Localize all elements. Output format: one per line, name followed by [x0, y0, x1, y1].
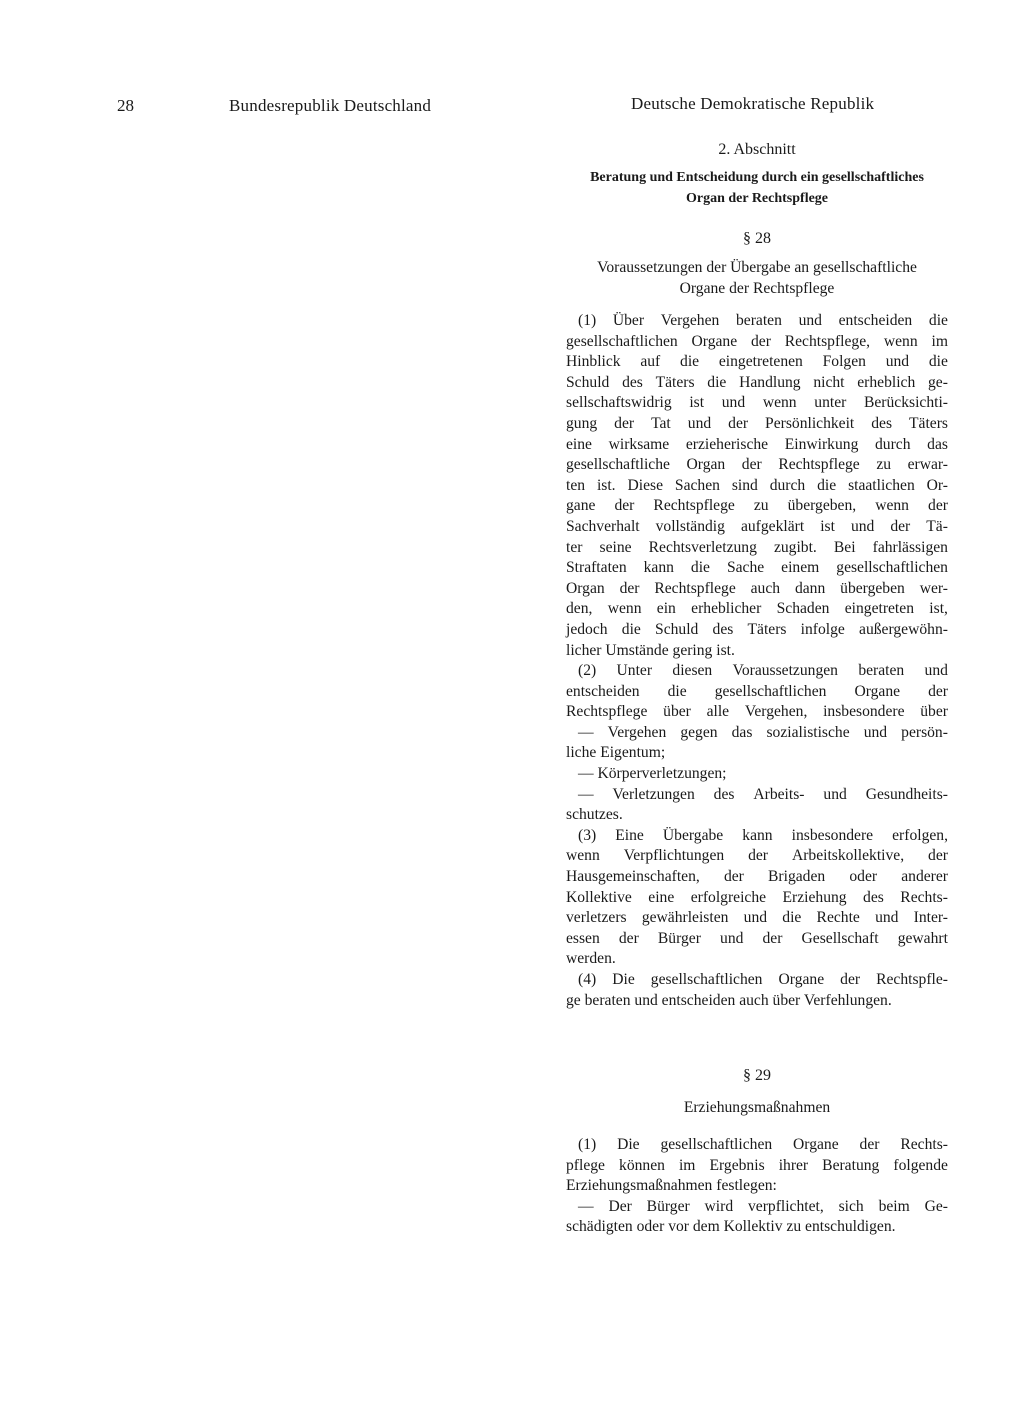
section-heading-line-1: Beratung und Entscheidung durch ein gesellschaftliches	[590, 170, 924, 185]
paragraph-29-number: § 29	[743, 1067, 771, 1084]
text-line: — Verletzungen des Arbeits- und Gesundheits-	[578, 785, 948, 803]
text-line: — Körperverletzungen;	[578, 765, 727, 783]
text-line: gung der Tat und der Persönlichkeit des Täters	[566, 414, 948, 432]
text-line: (1) Über Vergehen beraten und entscheiden die	[578, 312, 948, 329]
text-line: essen der Bürger und der Gesellschaft gewahrt	[566, 929, 948, 947]
running-header-left: Bundesrepublik Deutschland	[229, 96, 432, 115]
running-header-right: Deutsche Demokratische Republik	[631, 94, 875, 113]
text-line: Hausgemeinschaften, der Brigaden oder anderer	[566, 868, 948, 886]
text-line: — Der Bürger wird verpflichtet, sich beim Ge-	[578, 1197, 948, 1215]
text-line: Straftaten kann die Sache einem gesellschaftlichen	[566, 559, 948, 577]
text-line: Kollektive eine erfolgreiche Erziehung des Rechts-	[566, 888, 948, 906]
text-line: liche Eigentum;	[566, 744, 666, 762]
paragraph-28-body	[566, 311, 948, 1011]
text-line: jedoch die Schuld des Täters infolge außergewöhn-	[566, 620, 948, 638]
text-line: schädigten oder vor dem Kollektiv zu entschuldigen.	[566, 1218, 896, 1236]
text-line: gesellschaftliche Organ der Rechtspflege zu erwar-	[566, 456, 948, 474]
paragraph-28-title-line-1: Voraussetzungen der Übergabe an gesellschaftliche	[597, 259, 917, 276]
text-line: gane der Rechtspflege zu übergeben, wenn der	[566, 497, 948, 515]
text-line: verletzers gewährleisten und die Rechte und Inter-	[566, 909, 948, 927]
text-line: Sachverhalt vollständig aufgeklärt ist und der Tä-	[566, 517, 948, 535]
text-line: schutzes.	[566, 806, 623, 824]
text-line: ge beraten und entscheiden auch über Verfehlungen.	[566, 991, 892, 1009]
text-line: entscheiden die gesellschaftlichen Organe der	[566, 682, 948, 700]
paragraph-28-title-line-2: Organe der Rechtspflege	[679, 279, 835, 297]
text-line: — Vergehen gegen das sozialistische und persön-	[578, 723, 948, 741]
section-heading-line-2: Organ der Rechtspflege	[685, 191, 829, 206]
section-heading	[566, 167, 948, 209]
text-line: (3) Eine Übergabe kann insbesondere erfolgen,	[578, 826, 948, 844]
text-line: ten ist. Diese Sachen sind durch die staatlichen Or-	[566, 476, 948, 494]
text-line: wenn Verpflichtungen der Arbeitskollektive, der	[566, 847, 948, 865]
text-line: (4) Die gesellschaftlichen Organe der Rechtspfle-	[578, 971, 948, 988]
text-line: Organ der Rechtspflege auch dann übergeben wer-	[566, 579, 948, 597]
text-line: ter seine Rechtsverletzung zugibt. Bei fahrlässigen	[566, 538, 948, 556]
text-line: gesellschaftlichen Organe der Rechtspflege, wenn im	[566, 332, 948, 350]
text-line: den, wenn ein erheblicher Schaden eingetreten ist,	[566, 600, 948, 618]
text-line: licher Umstände gering ist.	[566, 641, 735, 659]
text-line: Erziehungsmaßnahmen festlegen:	[566, 1177, 777, 1195]
text-line: Schuld des Täters die Handlung nicht erheblich ge-	[566, 373, 948, 391]
paragraph-29-title: Erziehungsmaßnahmen	[683, 1099, 831, 1116]
text-line: werden.	[566, 950, 616, 968]
paragraph-29-body	[566, 1135, 948, 1238]
paragraph-28-title	[566, 258, 948, 299]
text-line: Hinblick auf die eingetretenen Folgen und die	[566, 353, 948, 371]
text-line: (2) Unter diesen Voraussetzungen beraten und	[578, 662, 948, 680]
page-number: 28	[117, 96, 134, 115]
text-line: pflege können im Ergebnis ihrer Beratung folgende	[566, 1156, 948, 1174]
text-line: (1) Die gesellschaftlichen Organe der Rechts-	[578, 1136, 948, 1153]
text-line: Rechtspflege über alle Vergehen, insbesondere über	[566, 703, 948, 721]
section-label: 2. Abschnitt	[718, 141, 796, 158]
text-line: sellschaftswidrig ist und wenn unter Berücksichti-	[566, 394, 948, 412]
text-line: eine wirksame erzieherische Einwirkung durch das	[566, 435, 948, 453]
paragraph-28-number: § 28	[743, 230, 771, 247]
